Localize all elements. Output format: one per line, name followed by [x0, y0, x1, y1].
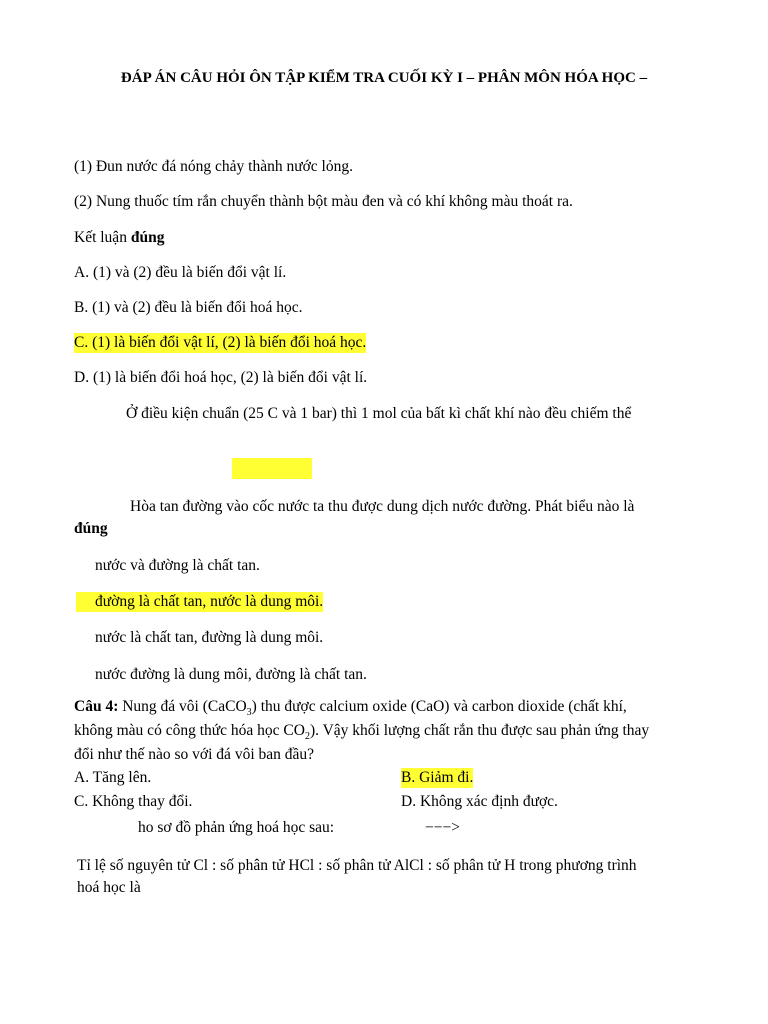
- q4-line1: [74, 697, 627, 717]
- q3-option-d: nước đường là dung môi, đường là chất tan.: [95, 666, 367, 683]
- q1-statement-2: (2) Nung thuốc tím rắn chuyển thành bột màu đen và có khí không màu thoát ra.: [74, 193, 573, 210]
- q4-label: Câu 4:: [74, 698, 119, 715]
- q4-line2: [74, 721, 649, 741]
- q2-answer-highlight-box: [232, 458, 312, 479]
- q4-line1-b: ) thu được calcium oxide (CaO) và carbon dioxide (chất khí,: [251, 698, 627, 715]
- q3-text-bold: đúng: [74, 520, 108, 537]
- q3-option-c: nước là chất tan, đường là dung môi.: [95, 629, 324, 646]
- q2-text: Ở điều kiện chuẩn (25 C và 1 bar) thì 1 mol của bất kì chất khí nào đều chiếm thể: [126, 405, 632, 422]
- q3-option-a: nước và đường là chất tan.: [95, 557, 260, 574]
- q1-option-d: D. (1) là biến đổi hoá học, (2) là biến đổi vật lí.: [74, 369, 368, 386]
- q1-option-b: B. (1) và (2) đều là biến đổi hoá học.: [74, 299, 303, 316]
- q3-text-line1: Hòa tan đường vào cốc nước ta thu được dung dịch nước đường. Phát biểu nào là: [130, 498, 635, 515]
- q4-line3: đổi như thế nào so với đá vôi ban đầu?: [74, 746, 315, 763]
- q4-option-a: A. Tăng lên.: [74, 769, 152, 786]
- q5-arrow: −−−>: [425, 819, 460, 836]
- q4-sub2: 2: [304, 731, 310, 743]
- q5-ratio-line1: Tỉ lệ số nguyên tử Cl : số phân tử HCl : số phân tử AlCl : số phân tử H trong phương trình: [77, 857, 637, 874]
- page-title: ĐÁP ÁN CÂU HỎI ÔN TẬP KIỂM TRA CUỐI KỲ I – PHÂN MÔN HÓA HỌC –: [120, 70, 648, 86]
- q4-option-c: C. Không thay đổi.: [74, 793, 193, 810]
- q1-conclusion-prefix: Kết luận: [74, 229, 131, 246]
- q4-line2-b: ). Vậy khối lượng chất rắn thu được sau phản ứng thay: [309, 722, 650, 739]
- q1-option-a: A. (1) và (2) đều là biến đổi vật lí.: [74, 264, 287, 281]
- q4-line1-a: Nung đá vôi (CaCO: [118, 698, 247, 715]
- q1-statement-1: (1) Đun nước đá nóng chảy thành nước lỏng.: [74, 158, 353, 175]
- q1-conclusion-bold: đúng: [130, 229, 165, 246]
- q4-option-d: D. Không xác định được.: [401, 793, 558, 810]
- q3-option-b-answer: đường là chất tan, nước là dung môi.: [76, 592, 323, 612]
- q4-option-b-answer: B. Giảm đi.: [401, 769, 474, 786]
- q4-sub1: 3: [246, 707, 252, 719]
- q5-ratio-line2: hoá học là: [77, 879, 141, 896]
- q1-option-c-answer: C. (1) là biến đổi vật lí, (2) là biến đổi hoá học.: [74, 334, 367, 351]
- q5-scheme-text: ho sơ đồ phản ứng hoá học sau:: [138, 819, 335, 836]
- q1-conclusion: [74, 228, 164, 248]
- q4-line2-a: không màu có công thức hóa học CO: [74, 722, 305, 739]
